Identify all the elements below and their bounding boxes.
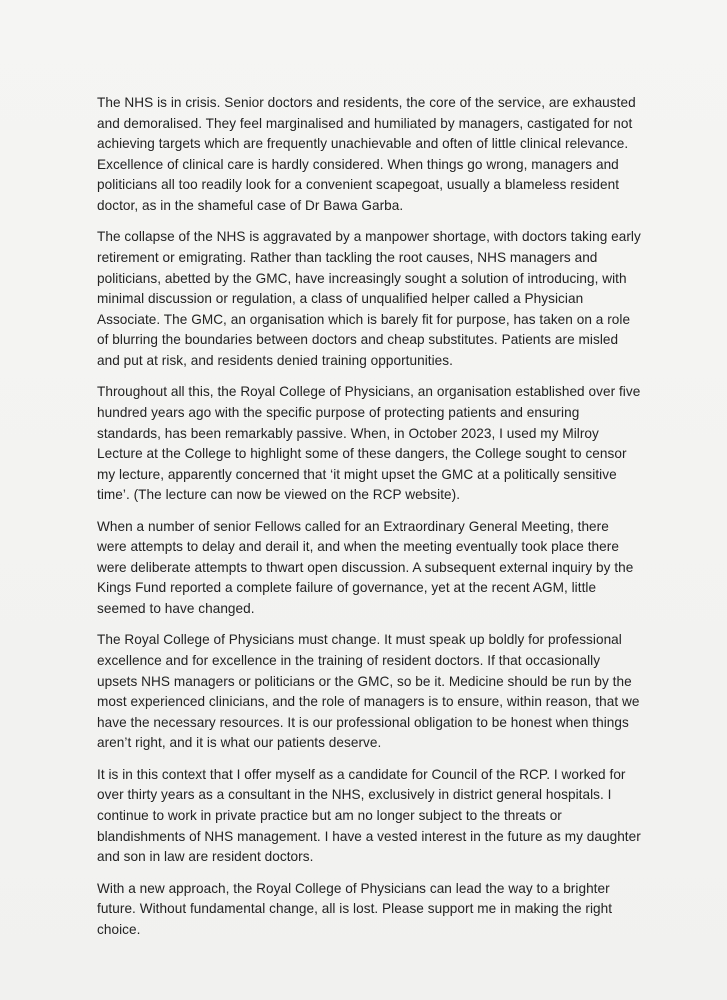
- paragraph-1: The NHS is in crisis. Senior doctors and residents, the core of the service, are exhausted and demoralised. They feel marginalised and humiliated by managers, castigated for not achieving targets which are frequently unachievable and often of little clinical relevance. Excellence of clinical care is hardly considered. When things go wrong, managers and politicians all too readily look for a convenient scapegoat, usually a blameless resident doctor, as in the shameful case of Dr Bawa Garba.: [97, 95, 636, 213]
- paragraph-2: The collapse of the NHS is aggravated by a manpower shortage, with doctors taking early retirement or emigrating. Rather than tackling the root causes, NHS managers and politicians, abetted by the GMC, have increasingly sought a solution of introducing, with minimal discussion or regulation, a class of unqualified helper called a Physician Associate. The GMC, an organisation which is barely fit for purpose, has taken on a role of blurring the boundaries between doctors and cheap substitutes. Patients are misled and put at risk, and residents denied training opportunities.: [97, 229, 641, 368]
- paragraph-5: The Royal College of Physicians must change. It must speak up boldly for professional excellence and for excellence in the training of resident doctors. If that occasionally upsets NHS managers or politicians or the GMC, so be it. Medicine should be run by the most experienced clinicians, and the role of managers is to ensure, within reason, that we have the necessary resources. It is our professional obligation to be honest when things aren’t right, and it is what our patients deserve.: [97, 632, 640, 751]
- paragraph-7: With a new approach, the Royal College of Physicians can lead the way to a brighter future. Without fundamental change, all is lost. Please support me in making the right choice.: [97, 880, 613, 937]
- paragraph-4: When a number of senior Fellows called for an Extraordinary General Meeting, there were attempts to delay and derail it, and when the meeting eventually took place there were deliberate attempts to thwart open discussion. A subsequent external inquiry by the Kings Fund reported a complete failure of governance, yet at the recent AGM, little seemed to have changed.: [97, 518, 634, 617]
- statement-body: [97, 93, 642, 951]
- paragraph-3: Throughout all this, the Royal College of Physicians, an organisation established over five hundred years ago with the specific purpose of protecting patients and ensuring standards, has been remarkably passive. When, in October 2023, I used my Milroy Lecture at the College to highlight some of these dangers, the College sought to censor my lecture, apparently concerned that ‘it might upset the GMC at a politically sensitive time’. (The lecture can now be viewed on the RCP website).: [97, 384, 641, 503]
- paragraph-6: It is in this context that I offer myself as a candidate for Council of the RCP. I worked for over thirty years as a consultant in the NHS, exclusively in district general hospitals. I continue to work in private practice but am no longer subject to the threats or blandishments of NHS management. I have a vested interest in the future as my daughter and son in law are resident doctors.: [97, 766, 641, 865]
